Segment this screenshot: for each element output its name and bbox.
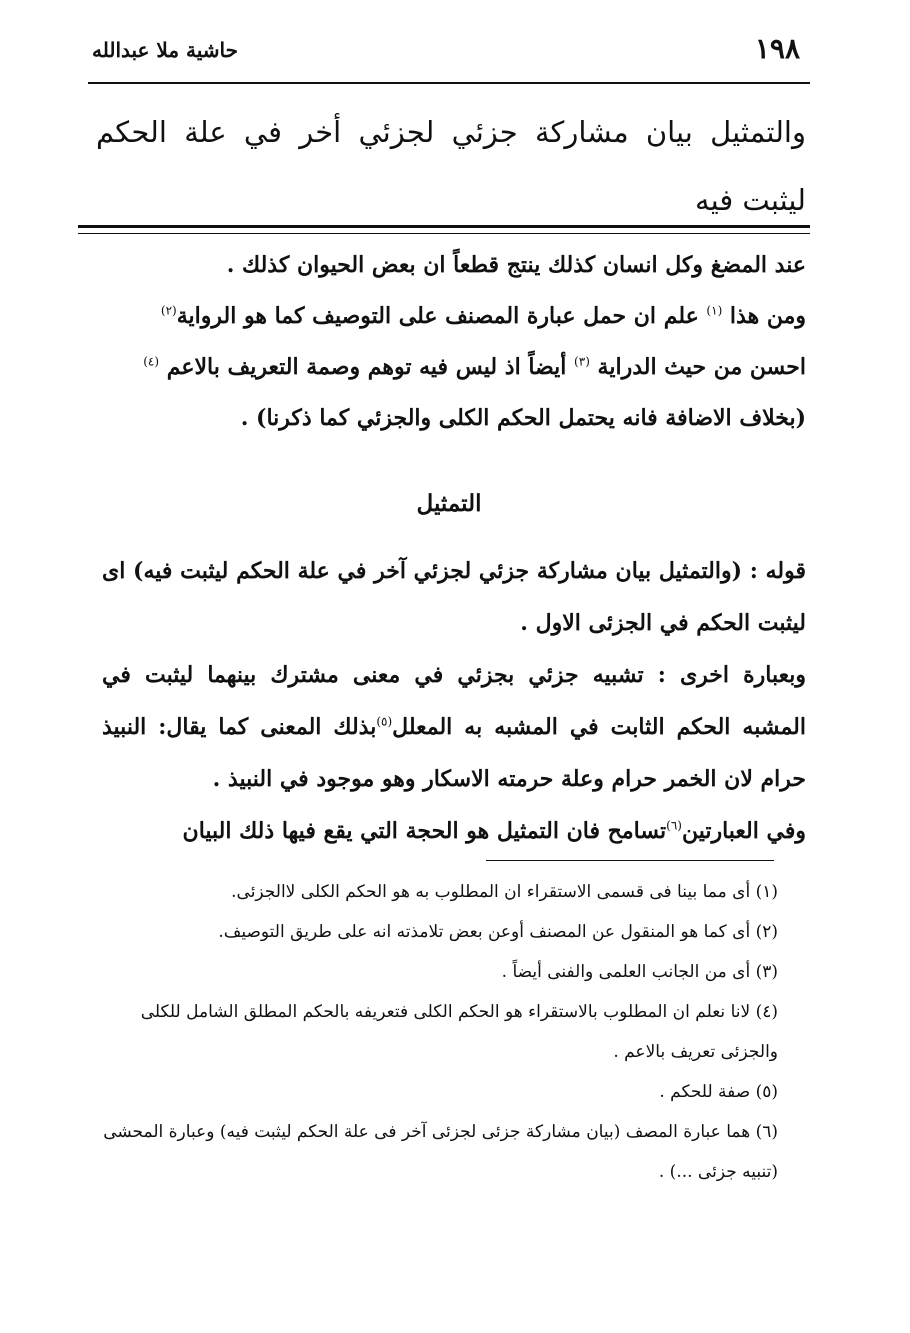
- commentary-text: ومن هذا: [729, 303, 806, 329]
- body-text: (والتمثيل بيان مشاركة جزئي لجزئي آخر في علة الحكم ليثبت فيه) اى ليثبت الحكم في الجزئى الاول .: [102, 558, 806, 636]
- footnote-5: (٥) صفة للحكم .: [659, 1082, 778, 1102]
- commentary-paragraph-2: [102, 291, 806, 444]
- commentary-text: احسن من حيث الدراية: [597, 354, 806, 380]
- commentary-block: [102, 240, 806, 444]
- body-text: بذلك المعنى كما يقال: النبيذ حرام لان الخمر حرام وعلة حرمته الاسكار وهو موجود في النبيذ .: [102, 714, 806, 792]
- body-text-block: [102, 545, 806, 857]
- footnote-ref-4: (٤): [143, 354, 160, 369]
- body-text: تسامح فان التمثيل هو الحجة التي يقع فيها ذلك البيان: [182, 818, 667, 844]
- commentary-text: أيضاً اذ ليس فيه توهم وصمة التعريف بالاعم: [166, 354, 567, 380]
- body-text: وفي العبارتين: [681, 818, 806, 844]
- footnote-1: (١) أى مما بينا فى قسمى الاستقراء ان المطلوب به هو الحكم الكلى لاالجزئى.: [231, 882, 778, 902]
- footnote-ref-2: (٢): [160, 303, 177, 318]
- matn-divider-thick: [78, 225, 810, 228]
- body-paragraph-3: [102, 805, 806, 857]
- footnote-2: (٢) أى كما هو المنقول عن المصنف أوعن بعض تلامذته انه على طريق التوصيف.: [218, 922, 778, 942]
- matn-divider-thin: [78, 233, 810, 234]
- commentary-paragraph-1: عند المضغ وكل انسان كذلك ينتج قطعاً ان بعض الحيوان كذلك .: [226, 252, 806, 278]
- commentary-text: علم ان حمل عبارة المصنف على التوصيف كما هو الرواية: [176, 303, 699, 329]
- page-number: ١٩٨: [754, 32, 800, 65]
- footnote-3: (٣) أى من الجانب العلمى والفنى أيضاً .: [501, 962, 778, 982]
- footnote-ref-3: (٣): [574, 354, 590, 369]
- footnote-6: (٦) هما عبارة المصف (بيان مشاركة جزئى لجزئى آخر فى علة الحكم ليثبت فيه) وعبارة المحشى (تنبيه جزئى ...) .: [103, 1122, 778, 1182]
- section-heading: التمثيل: [416, 490, 482, 517]
- running-title: حاشية ملا عبدالله: [92, 38, 239, 62]
- footnote-divider: [486, 860, 774, 861]
- qawluhu-keyword: قوله :: [749, 558, 806, 584]
- commentary-text: (بخلاف الاضافة فانه يحتمل الحكم الكلى والجزئي كما ذكرنا) .: [240, 405, 806, 431]
- footnote-ref-6: (٦): [666, 818, 682, 833]
- footnote-ref-5: (٥): [376, 714, 393, 729]
- footnote-4: (٤) لانا نعلم ان المطلوب بالاستقراء هو الحكم الكلى فتعريفه بالحكم المطلق الشامل للكلى والجزئى تعريف بالاعم .: [140, 1002, 778, 1062]
- running-header: [88, 30, 808, 78]
- footnote-ref-1: (١): [706, 303, 723, 318]
- footnotes-block: [92, 872, 778, 1192]
- body-text: وبعبارة اخرى : تشبيه جزئي بجزئي في معنى مشترك بينهما ليثبت في المشبه الحكم الثابت في المشبه به المعلل: [102, 662, 806, 740]
- body-paragraph-1: [102, 545, 806, 649]
- matn-text: والتمثيل بيان مشاركة جزئي لجزئي أخر في علة الحكم ليثبت فيه: [96, 115, 806, 217]
- body-paragraph-2: [102, 649, 806, 805]
- header-divider: [88, 82, 810, 84]
